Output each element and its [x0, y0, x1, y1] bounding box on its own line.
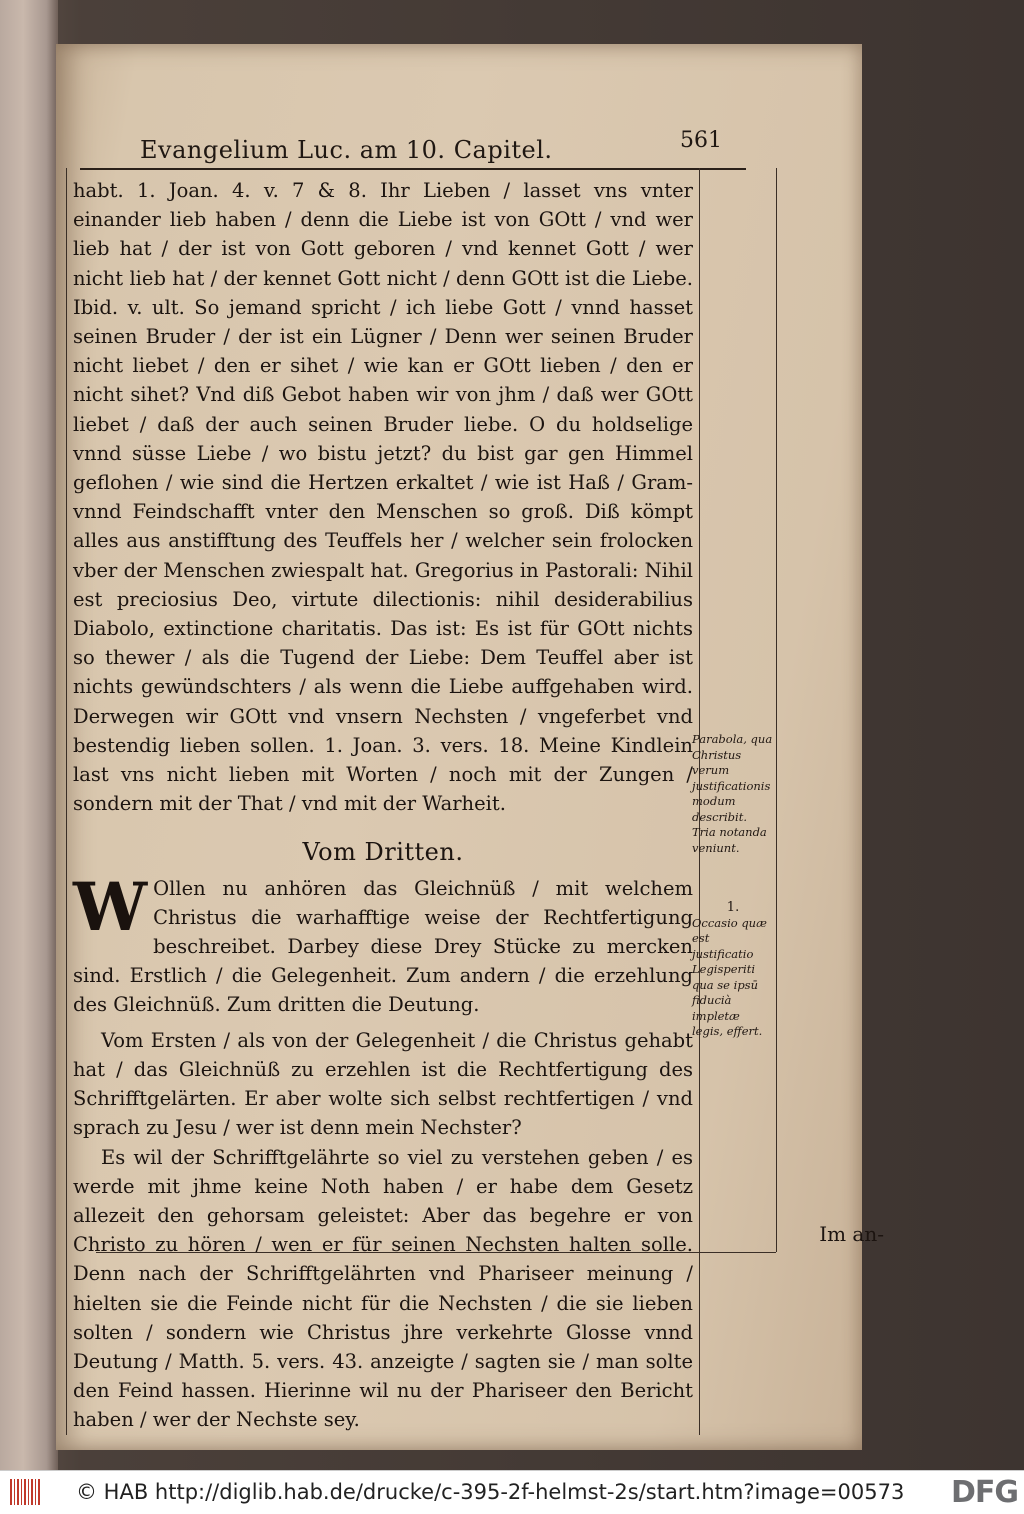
drop-cap: W [73, 867, 148, 946]
bottom-rule [96, 1252, 776, 1253]
margin-note-number: 1. [726, 900, 740, 915]
margin-note-parabola: Parabola, qua Christus verum justificationis modum describit. Tria notanda veniunt. [692, 732, 773, 855]
footer-bar [0, 1470, 1024, 1514]
margin-note-occasio-text: Occasio quæ est justificatio Legisperiti qua se ipsū fiducià impletæ legis, effert. [692, 915, 767, 1038]
paragraph-love: habt. 1. Joan. 4. v. 7 & 8. Ihr Lieben / lasset vns vnter einander lieb haben / denn die Liebe ist von GOtt / vnd wer lieb hat / der ist von Gott geboren / vnd kennet Gott / wer nicht lieb hat / der kennet Gott nicht / denn GOtt ist die Liebe. Ibid. v. ult. So jemand spricht / ich liebe Gott / vnnd hasset seinen Bruder / der ist ein Lügner / Denn wer seinen Bruder nicht liebet / den er sihet / wie kan er GOtt lieben / den er nicht sihet? Vnd diß Gebot haben wir von jhm / daß wer GOtt liebet / daß der auch seinen Bruder liebe. O du holdselige vnnd süsse Liebe / wo bistu jetzt? du bist gar gen Himmel geflohen / wie sind die Hertzen erkaltet / wie ist Haß / Gram- vnnd Feindschafft vnter den Menschen so groß. Diß kömpt alles aus anstifftung des Teuffels her / welcher sein frolocken vber der Menschen zwiespalt hat. Gregorius in Pastorali: Nihil est preciosius Deo, virtute dilectionis: nihil desiderabilius Diabolo, extinctione charitatis. Das ist: Es ist für GOtt nichts so thewer / als die Tugend der Liebe: Dem Teuffel aber ist nichts gewündschters / als wenn die Liebe auffgehaben wird. Derwegen wir GOtt vnd vnsern Nechsten / vngeferbet vnd bestendig lieben sollen. 1. Joan. 3. vers. 18. Meine Kindlein last vns nicht lieben mit Worten / noch mit der Zungen / sondern mit der That / vnd mit der Warheit. [73, 179, 693, 816]
main-text-block [66, 168, 700, 1435]
margin-note-occasio [692, 900, 774, 1040]
section-heading: Vom Dritten. [302, 838, 464, 867]
previous-page-edge [0, 0, 58, 1470]
page-header [80, 128, 746, 170]
page-number: 561 [680, 128, 722, 153]
margin-rule [776, 168, 777, 1252]
source-url-text[interactable]: © HAB http://diglib.hab.de/drucke/c-395-2f-helmst-2s/start.htm?image=00573 [76, 1480, 905, 1504]
barcode-icon [10, 1479, 40, 1505]
paragraph-parable-intro [73, 867, 693, 1020]
catchword: Im an- [819, 1222, 884, 1246]
dfg-logo: DFG [950, 1475, 1018, 1510]
running-head: Evangelium Luc. am 10. Capitel. [140, 136, 553, 164]
paragraph-lawyer: Es wil der Schrifftgelährte so viel zu verstehen geben / es werde mit jhme keine Noth haben / er habe dem Gesetz allezeit den gehorsam geleistet: Aber das begehre er von Christo zu hören / wen er für seinen Nechsten halten solle. Denn nach der Schrifftgelährten vnd Phariseer meinung / hielten sie die Feinde nicht für die Nechsten / die sie lieben solten / sondern wie Christus jhre verkehrte Glosse vnnd Deutung / Matth. 5. vers. 43. anzeigte / sagten sie / man solte den Feind hassen. Hierinne wil nu der Phariseer den Bericht haben / wer der Nechste sey. [73, 1145, 693, 1432]
paragraph-parable-text: Ollen nu anhören das Gleichnüß / mit welchem Christus die warhafftige weise der Rechtfertigung beschreibet. Darbey diese Drey Stücke zu mercken sind. Erstlich / die Gelegenheit. Zum andern / die erzehlung des Gleichnüß. Zum dritten die Deutung. [73, 876, 693, 1017]
paragraph-first-point: Vom Ersten / als von der Gelegenheit / die Christus gehabt hat / das Gleichnüß zu erzehlen ist die Rechtfertigung des Schrifftgelärten. Er aber wolte sich selbst rechtfertigen / vnd sprach zu Jesu / wer ist denn mein Nechster? [73, 1028, 693, 1140]
